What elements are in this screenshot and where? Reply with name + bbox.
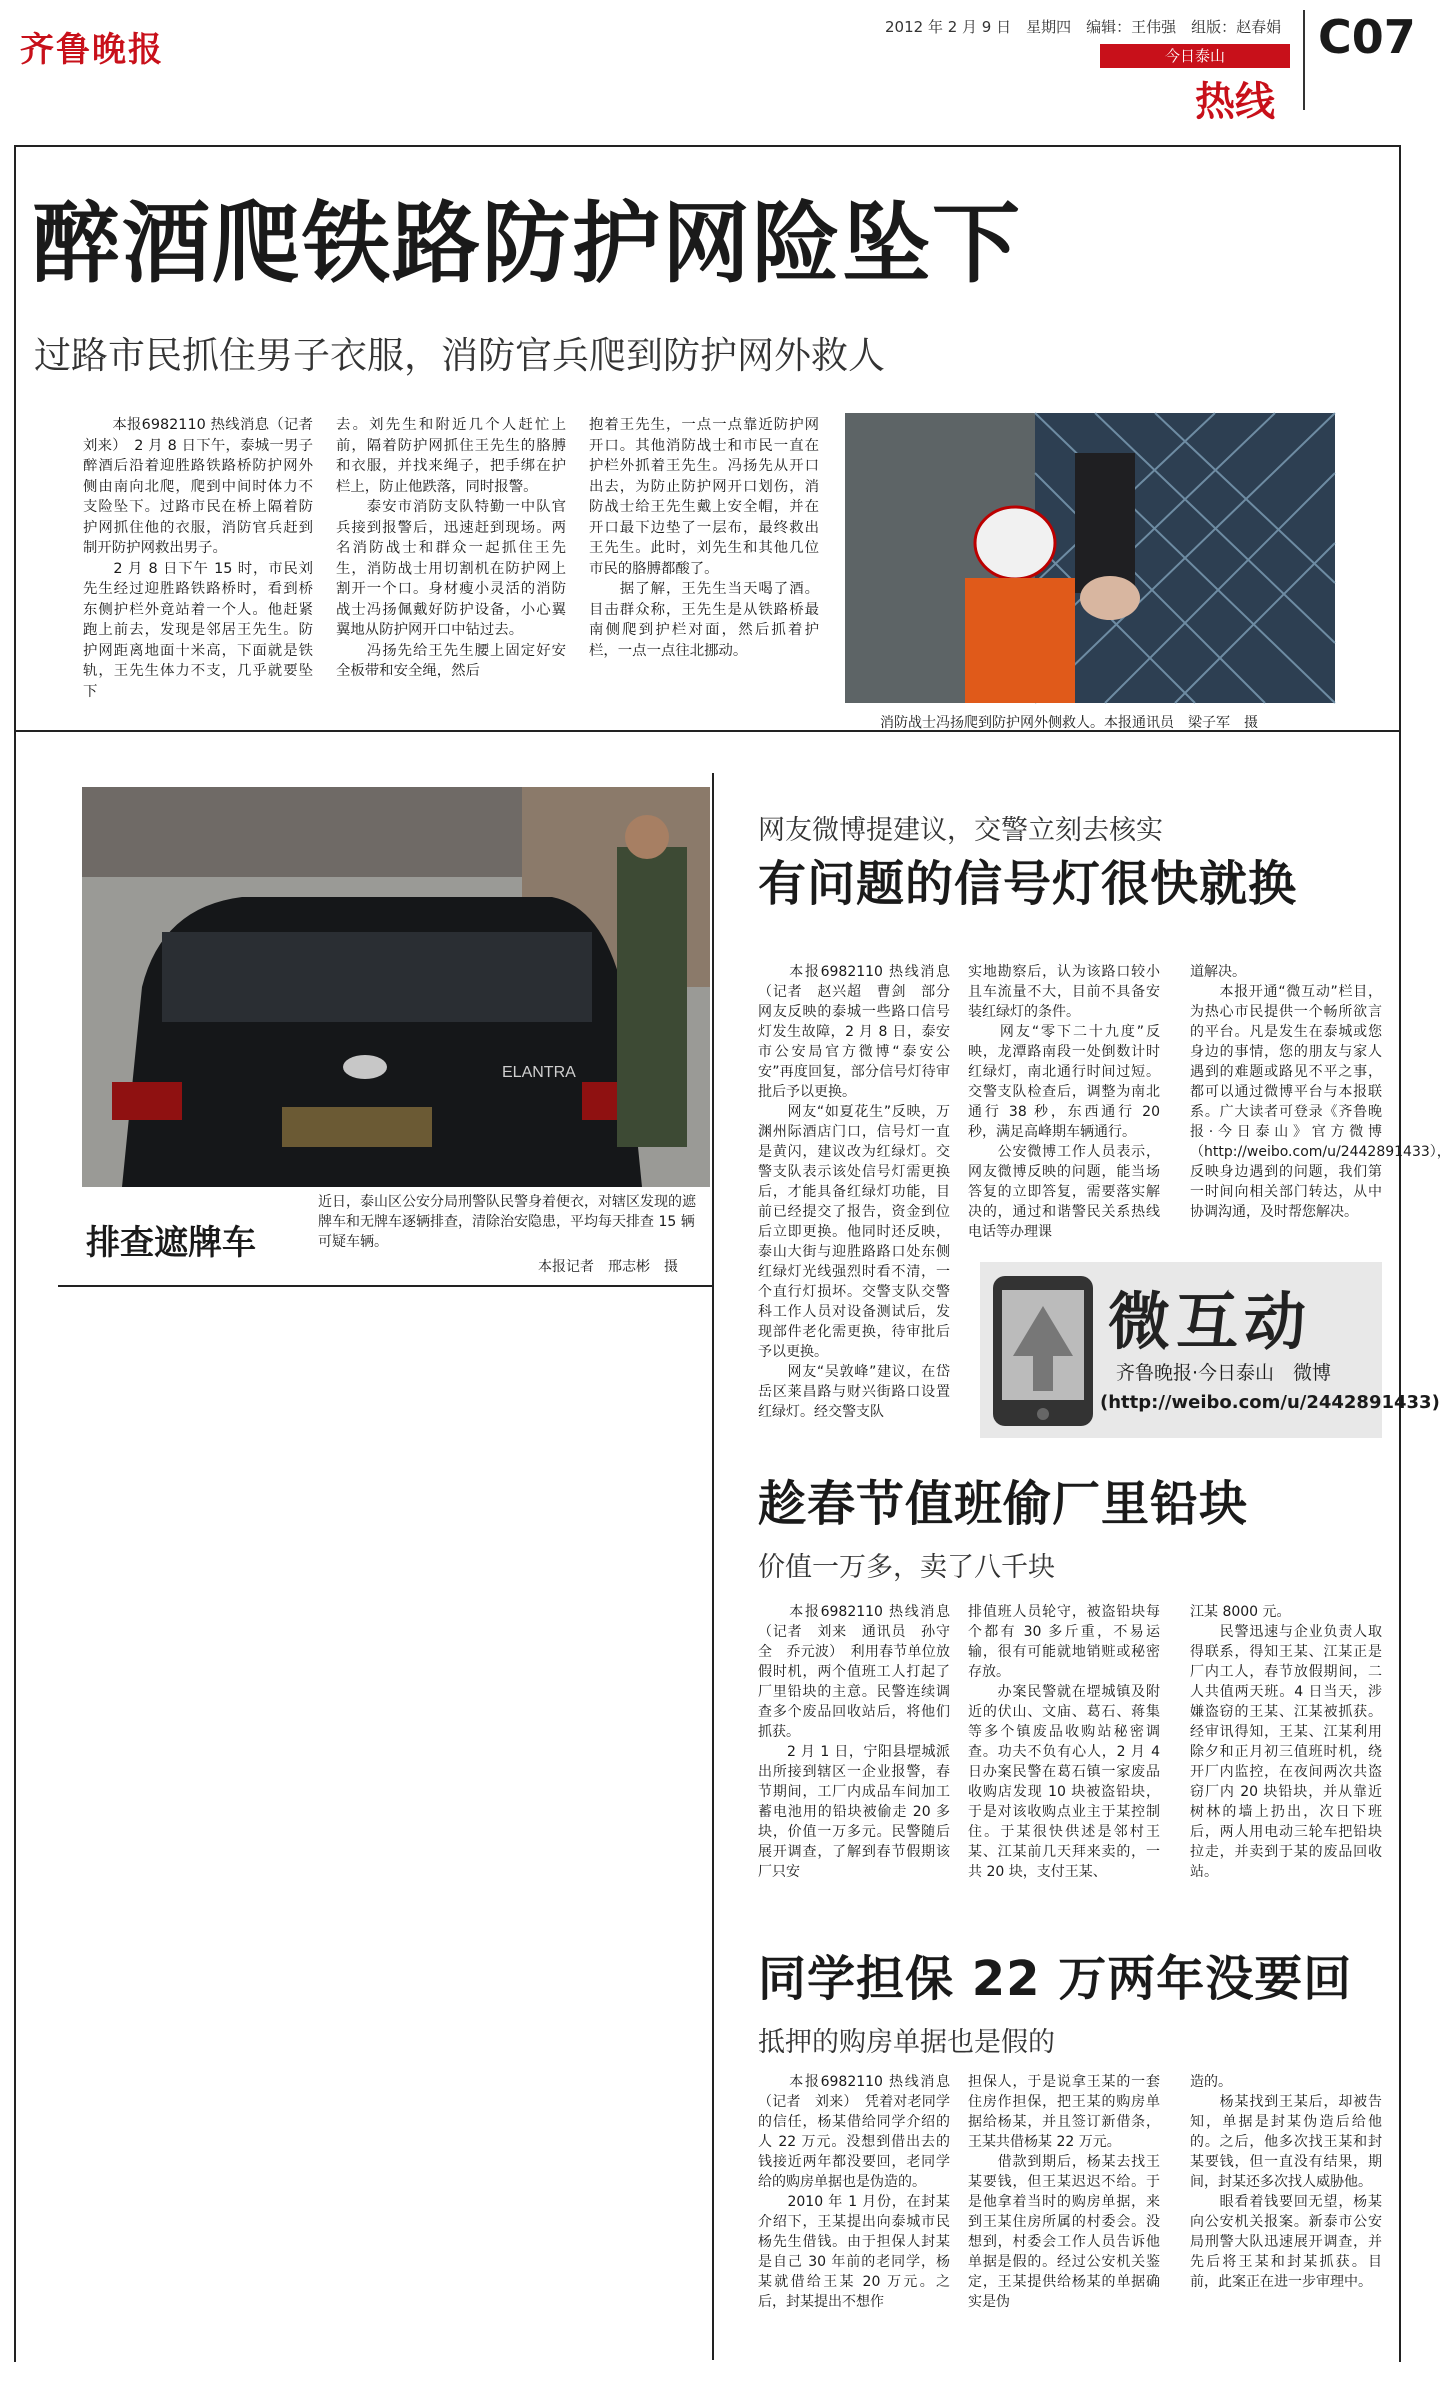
- masthead: 齐鲁晚报: [20, 30, 164, 70]
- story3-col-3: 江某 8000 元。 民警迅速与企业负责人取得联系，得知王某、江某正是厂内工人，春节放假期间，二人共值两天班。4 日当天，涉嫌盗窃的王某、江某被抓获。经审讯得知，王某、江某利用除夕和正月初三值班时机，绕开厂内监控，在夜间两次共盗窃厂内 20 块铅块，并从靠近树林的墙上扔出，次日下班后，两人用电动三轮车把铅块拉走，并卖到于某的废品回收站。: [1190, 1604, 1382, 1880]
- story1-col-1: 本报6982110 热线消息（记者 刘来） 2 月 8 日下午，泰城一男子醉酒后沿着迎胜路铁路桥防护网外侧由南向北爬，爬到中间时体力不支险坠下。过路市民在桥上隔着防护网抓住他的衣服，消防官兵赶到制开防护网救出男子。 2 月 8 日下午 15 时，市民刘先生经过迎胜路铁路桥时，看到桥东侧护栏外竟站着一个人。他赶紧跑上前去，发现是邻居王先生。防护网距离地面十米高，下面就是铁轨，王先生体力不支，几乎就要坠下: [83, 417, 313, 700]
- weibo-url: (http://weibo.com/u/2442891433): [1100, 1392, 1440, 1413]
- story1-col-2: 去。刘先生和附近几个人赶忙上前，隔着防护网抓住王先生的胳膊和衣服，并找来绳子，把手绑在护栏上，防止他跌落，同时报警。 泰安市消防支队特勤一中队官兵接到报警后，迅速赶到现场。两名消防战士和群众一起抓住王先生，消防战士用切割机在防护网上割开一个口。身材瘦小灵活的消防战士冯扬佩戴好防护设备，小心翼翼地从防护网开口中钻过去。 冯扬先给王先生腰上固定好安全板带和安全绳，然后: [336, 417, 566, 679]
- phone-icon: [988, 1276, 1098, 1426]
- story3-kicker: 价值一万多，卖了八千块: [758, 1552, 1055, 1583]
- photo2-label: 排查遮牌车: [86, 1223, 256, 1263]
- car-brand-text: ELANTRA: [502, 1064, 576, 1081]
- story2-kicker: 网友微博提建议，交警立刻去核实: [758, 815, 1163, 846]
- story3-headline: 趁春节值班偷厂里铅块: [758, 1476, 1249, 1532]
- story2-col-1: 本报6982110 热线消息（记者 赵兴超 曹剑 部分网友反映的泰城一些路口信号灯发生故障，2 月 8 日，泰安市公安局官方微博“泰安公安”再度回复，部分信号灯待审批后予以更换。 网友“如夏花生”反映，万渊州际酒店门口，信号灯一直是黄闪，建议改为红绿灯。交警支队表示该处信号灯需更换后，才能具备红绿灯功能，目前已经提交了报告，资金到位后立即更换。他同时还反映，泰山大街与迎胜路路口处东侧红绿灯光线强烈时看不清，一个直行灯损坏。交警支队交警科工作人员对设备测试后，发现部件老化需更换，待审批后予以更换。 网友“吴敦峰”建议，在岱岳区莱昌路与财兴街路口设置红绿灯。经交警支队: [758, 964, 950, 1420]
- weibo-promo: [980, 1262, 1440, 1438]
- story2-col-2: 实地勘察后，认为该路口较小且车流量不大，目前不具备安装红绿灯的条件。 网友“零下二十九度”反映，龙潭路南段一处倒数计时红绿灯，南北通行时间过短。交警支队检查后，调整为南北通行 38 秒，东西通行 20 秒，满足高峰期车辆通行。 公安微博工作人员表示，网友微博反映的问题，能当场答复的立即答复，需要落实解决的，通过和谐警民关系热线电话等办理课: [968, 964, 1160, 1240]
- header-divider: [1303, 10, 1305, 110]
- dateline: 2012 年 2 月 9 日 星期四 编辑：王伟强 组版：赵春娟: [885, 18, 1282, 36]
- section-label: 今日泰山: [1100, 44, 1290, 68]
- story2-col-3: 道解决。 本报开通“微互动”栏目，为热心市民提供一个畅所欲言的平台。凡是发生在泰城或您身边的事情，您的朋友与家人遇到的难题或路见不平之事，都可以通过微博平台与本报联系。广大读者可登录《齐鲁晚报·今日泰山》官方微博（http://weibo.com/u/2442891433），反映身边遇到的问题，我们第一时间向相关部门转达，从中协调沟通，及时帮您解决。: [1190, 964, 1451, 1220]
- section-title: 热线: [1195, 79, 1275, 125]
- rescue-photo-illustration: [845, 413, 1335, 703]
- story4-headline: 同学担保 22 万两年没要回: [758, 1951, 1353, 2007]
- story4-col-1: 本报6982110 热线消息（记者 刘来） 凭着对老同学的信任，杨某借给同学介绍的人 22 万元。没想到借出去的钱接近两年都没要回，老同学给的购房单据也是伪造的。 2010 年 1 月份，在封某介绍下，王某提出向泰城市民杨先生借钱。由于担保人封某是自己 30 年前的老同学，杨某就借给王某 20 万元。之后，封某提出不想作: [758, 2074, 950, 2310]
- page-number: C07: [1318, 10, 1416, 64]
- story4-kicker: 抵押的购房单据也是假的: [758, 2027, 1055, 2058]
- story1-col-3: 抱着王先生，一点一点靠近防护网开口。其他消防战士和市民一直在护栏外抓着王先生。冯扬先从开口出去，为防止防护网开口划伤，消防战士给王先生戴上安全帽，并在开口最下边垫了一层布，最终救出王先生。此时，刘先生和其他几位市民的胳膊都酸了。 据了解，王先生当天喝了酒。目击群众称，王先生是从铁路桥最南侧爬到护栏对面，然后抓着护栏，一点一点往北挪动。: [589, 417, 819, 659]
- car-photo-illustration: [82, 787, 710, 1187]
- story3-col-2: 排值班人员轮守，被盗铅块每个都有 30 多斤重，不易运输，很有可能就地销赃或秘密存放。 办案民警就在堽城镇及附近的伏山、文庙、葛石、蒋集等多个镇废品收购站秘密调查。功夫不负有心人，2 月 4 日办案民警在葛石镇一家废品收购店发现 10 块被盗铅块，于是对该收购点业主于某控制住。于某很快供述是邻村王某、江某前几天拜来卖的，一共 20 块，支付王某、: [968, 1604, 1160, 1880]
- photo2-credit: 本报记者 邢志彬 摄: [538, 1259, 678, 1275]
- story3-left-rule: [712, 1285, 714, 2360]
- story2-headline: 有问题的信号灯很快就换: [758, 856, 1298, 912]
- story1-subhead: 过路市民抓住男子衣服，消防官兵爬到防护网外救人: [34, 334, 885, 377]
- photo2-image: [82, 787, 710, 1187]
- story4-col-3: 造的。 杨某找到王某后，却被告知，单据是封某伪造后给他的。之后，他多次找王某和封某要钱，但一直没有结果，期间，封某还多次找人威胁他。 眼看着钱要回无望，杨某向公安机关报案。新泰市公安局刑警大队迅速展开调查，并先后将王某和封某抓获。目前，此案正在进一步审理中。: [1190, 2074, 1382, 2290]
- story1-photo-caption: 消防战士冯扬爬到防护网外侧救人。本报通讯员 梁子军 摄: [880, 715, 1258, 731]
- story1-photo: [845, 413, 1335, 703]
- story1-headline: 醉酒爬铁路防护网险坠下: [32, 192, 1023, 295]
- story3-col-1: 本报6982110 热线消息（记者 刘来 通讯员 孙守全 乔元波） 利用春节单位放假时机，两个值班工人打起了厂里铅块的主意。民警连续调查多个废品回收站后，将他们抓获。 2 月 1 日，宁阳县堽城派出所接到辖区一企业报警，春节期间，工厂内成品车间加工蓄电池用的铅块被偷走 20 多块，价值一万多元。民警随后展开调查，了解到春节假期该厂只安: [758, 1604, 950, 1880]
- photo2-caption: 近日，泰山区公安分局刑警队民警身着便衣，对辖区发现的遮牌车和无牌车逐辆排查，清除治安隐患，平均每天排查 15 辆可疑车辆。: [318, 1194, 696, 1250]
- story4-col-2: 担保人，于是说拿王某的一套住房作担保，把王某的购房单据给杨某，并且签订新借条，王某共借杨某 22 万元。 借款到期后，杨某去找王某要钱，但王某迟迟不给。于是他拿着当时的购房单据，来到王某住房所属的村委会。没想到，村委会工作人员告诉他单据是假的。经过公安机关鉴定，王某提供给杨某的单据确实是伪: [968, 2074, 1160, 2310]
- weibo-sub: 齐鲁晚报·今日泰山 微博: [1116, 1362, 1332, 1384]
- weibo-title: 微互动: [1108, 1285, 1313, 1358]
